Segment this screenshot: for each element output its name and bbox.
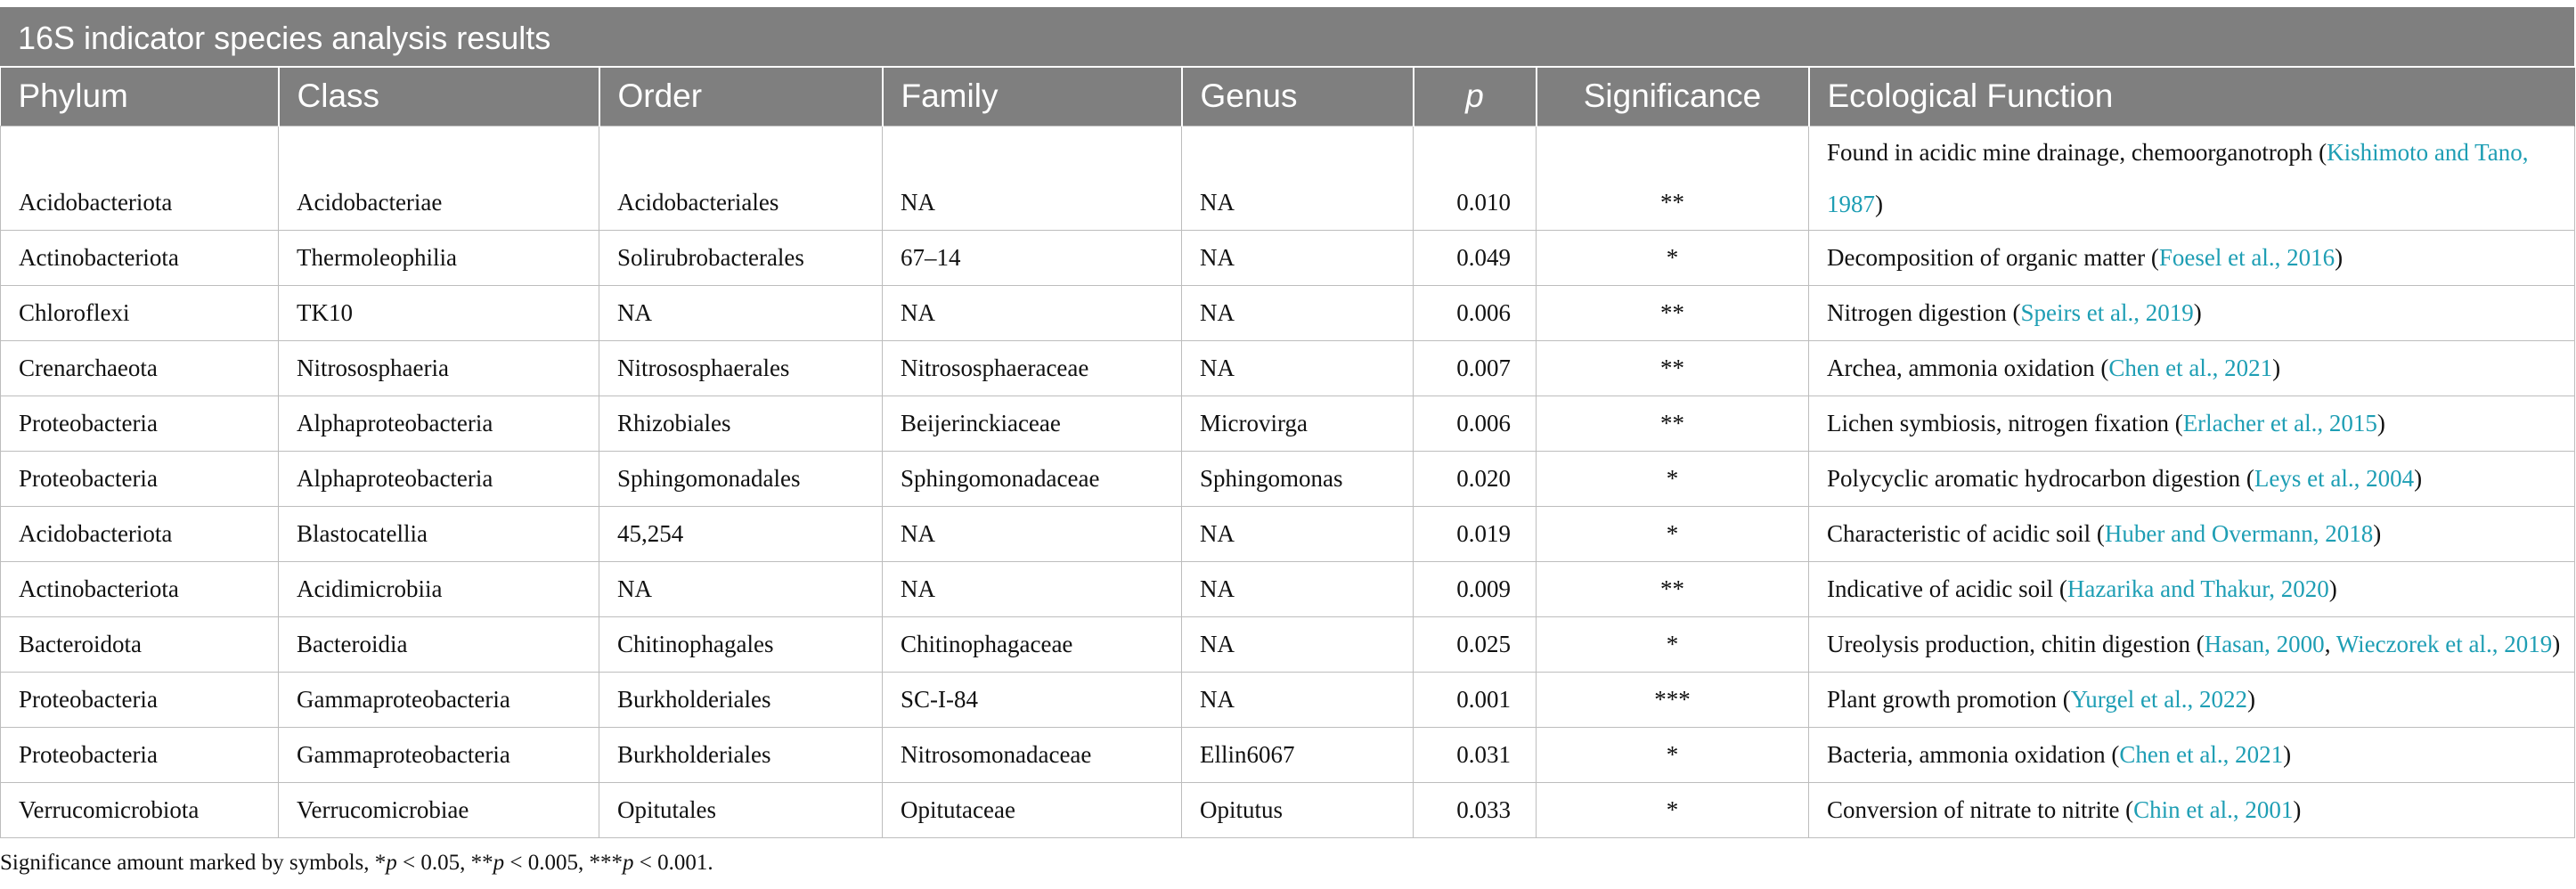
cell-significance: * [1537, 727, 1809, 782]
citation-link[interactable]: Hasan, 2000 [2204, 631, 2325, 657]
citation-link[interactable]: Foesel et al., 2016 [2158, 244, 2336, 271]
cell-order: Chitinophagales [599, 616, 883, 672]
citation-link[interactable]: Erlacher et al., 2015 [2182, 410, 2377, 436]
cell-family: Nitrosomonadaceae [883, 727, 1182, 782]
cell-genus: NA [1182, 506, 1414, 561]
cell-p-value: 0.006 [1414, 396, 1537, 451]
citation-link[interactable]: Yurgel et al., 2022 [2070, 686, 2247, 713]
header-p: p [1414, 67, 1537, 126]
cell-phylum: Proteobacteria [1, 396, 279, 451]
cell-phylum: Proteobacteria [1, 672, 279, 727]
cell-significance: ** [1537, 396, 1809, 451]
cell-ecological-function [1809, 451, 2575, 506]
cell-p-value: 0.033 [1414, 782, 1537, 837]
cell-genus: NA [1182, 126, 1414, 230]
cell-phylum: Chloroflexi [1, 285, 279, 340]
cell-ecological-function [1809, 506, 2575, 561]
cell-phylum: Acidobacteriota [1, 126, 279, 230]
cell-genus: NA [1182, 672, 1414, 727]
cell-phylum: Bacteroidota [1, 616, 279, 672]
cell-p-value: 0.009 [1414, 561, 1537, 616]
citation-separator: , [2324, 631, 2336, 657]
function-close-paren: ) [2272, 355, 2281, 381]
cell-order: Burkholderiales [599, 672, 883, 727]
cell-family: SC-I-84 [883, 672, 1182, 727]
footnote-p1: p [386, 850, 397, 875]
table-title: 16S indicator species analysis results [0, 7, 2574, 66]
cell-genus: NA [1182, 616, 1414, 672]
cell-significance: * [1537, 782, 1809, 837]
cell-family: Opitutaceae [883, 782, 1182, 837]
table-row [1, 506, 2575, 561]
cell-family: Nitrososphaeraceae [883, 340, 1182, 396]
cell-order: Opitutales [599, 782, 883, 837]
cell-genus: Ellin6067 [1182, 727, 1414, 782]
function-text: Characteristic of acidic soil ( [1827, 520, 2105, 547]
function-close-paren: ) [2376, 410, 2385, 436]
function-close-paren: ) [2373, 520, 2382, 547]
cell-significance: * [1537, 506, 1809, 561]
header-class: Class [279, 67, 599, 126]
function-text: Decomposition of organic matter ( [1827, 244, 2159, 271]
cell-genus: Sphingomonas [1182, 451, 1414, 506]
citation-link[interactable]: Chen et al., 2021 [2108, 355, 2273, 381]
cell-class: Gammaproteobacteria [279, 727, 599, 782]
cell-significance: ** [1537, 340, 1809, 396]
citation-link[interactable]: Kishimoto and Tano, 1987 [1827, 138, 2529, 217]
citation-link[interactable]: Speirs et al., 2019 [2020, 299, 2194, 326]
cell-significance: ** [1537, 561, 1809, 616]
table-container [0, 7, 2576, 876]
cell-significance: ** [1537, 285, 1809, 340]
function-text: Lichen symbiosis, nitrogen fixation ( [1827, 410, 2183, 436]
table-row [1, 126, 2575, 230]
function-text: Polycyclic aromatic hydrocarbon digestion ( [1827, 465, 2254, 492]
function-close-paren: ) [2193, 299, 2202, 326]
cell-p-value: 0.006 [1414, 285, 1537, 340]
cell-order: Solirubrobacterales [599, 230, 883, 285]
function-close-paren: ) [2246, 686, 2255, 713]
cell-phylum: Proteobacteria [1, 727, 279, 782]
table-row [1, 230, 2575, 285]
cell-phylum: Proteobacteria [1, 451, 279, 506]
cell-class: Acidimicrobiia [279, 561, 599, 616]
cell-order: Nitrososphaerales [599, 340, 883, 396]
cell-family: NA [883, 561, 1182, 616]
header-significance: Significance [1537, 67, 1809, 126]
function-text: Plant growth promotion ( [1827, 686, 2071, 713]
function-close-paren: ) [2283, 741, 2292, 768]
function-close-paren: ) [1875, 190, 1883, 217]
table-row [1, 727, 2575, 782]
cell-ecological-function [1809, 782, 2575, 837]
function-close-paren: ) [2335, 244, 2344, 271]
cell-ecological-function [1809, 285, 2575, 340]
cell-order: Burkholderiales [599, 727, 883, 782]
cell-significance: ** [1537, 126, 1809, 230]
cell-ecological-function [1809, 561, 2575, 616]
cell-family: 67–14 [883, 230, 1182, 285]
function-text: Indicative of acidic soil ( [1827, 575, 2067, 602]
cell-p-value: 0.025 [1414, 616, 1537, 672]
cell-order: 45,254 [599, 506, 883, 561]
cell-p-value: 0.031 [1414, 727, 1537, 782]
cell-ecological-function [1809, 396, 2575, 451]
cell-class: Acidobacteriae [279, 126, 599, 230]
header-order: Order [599, 67, 883, 126]
cell-phylum: Verrucomicrobiota [1, 782, 279, 837]
cell-family: NA [883, 126, 1182, 230]
cell-p-value: 0.007 [1414, 340, 1537, 396]
cell-phylum: Actinobacteriota [1, 230, 279, 285]
citation-link[interactable]: Huber and Overmann, 2018 [2104, 520, 2374, 547]
table-row [1, 396, 2575, 451]
footnote [0, 851, 2576, 876]
cell-significance: *** [1537, 672, 1809, 727]
header-family: Family [883, 67, 1182, 126]
function-text: Archea, ammonia oxidation ( [1827, 355, 2109, 381]
header-genus: Genus [1182, 67, 1414, 126]
function-close-paren: ) [2552, 631, 2561, 657]
function-close-paren: ) [2328, 575, 2337, 602]
function-close-paren: ) [2414, 465, 2423, 492]
cell-family: NA [883, 285, 1182, 340]
cell-ecological-function [1809, 126, 2575, 230]
table-row [1, 561, 2575, 616]
citation-link[interactable]: Wieczorek et al., 2019 [2336, 631, 2553, 657]
function-text: Ureolysis production, chitin digestion ( [1827, 631, 2205, 657]
cell-class: Blastocatellia [279, 506, 599, 561]
cell-p-value: 0.049 [1414, 230, 1537, 285]
header-ecological-function: Ecological Function [1809, 67, 2575, 126]
cell-order: Sphingomonadales [599, 451, 883, 506]
table-row [1, 340, 2575, 396]
footnote-text-b: < 0.05, ** [396, 850, 493, 875]
cell-genus: Microvirga [1182, 396, 1414, 451]
table-body [1, 126, 2575, 837]
cell-genus: NA [1182, 340, 1414, 396]
function-text: Found in acidic mine drainage, chemoorganotroph ( [1827, 138, 2327, 166]
cell-phylum: Acidobacteriota [1, 506, 279, 561]
header-phylum: Phylum [1, 67, 279, 126]
cell-class: Thermoleophilia [279, 230, 599, 285]
cell-class: Verrucomicrobiae [279, 782, 599, 837]
table-row [1, 616, 2575, 672]
footnote-p2: p [493, 850, 505, 875]
cell-phylum: Actinobacteriota [1, 561, 279, 616]
cell-p-value: 0.010 [1414, 126, 1537, 230]
table-row [1, 672, 2575, 727]
footnote-p3: p [622, 850, 634, 875]
cell-family: Chitinophagaceae [883, 616, 1182, 672]
cell-class: Bacteroidia [279, 616, 599, 672]
cell-family: Sphingomonadaceae [883, 451, 1182, 506]
cell-class: Alphaproteobacteria [279, 396, 599, 451]
citation-link[interactable]: Hazarika and Thakur, 2020 [2067, 575, 2329, 602]
table-row [1, 782, 2575, 837]
citation-link[interactable]: Chin et al., 2001 [2133, 796, 2294, 823]
cell-order: NA [599, 561, 883, 616]
cell-ecological-function [1809, 230, 2575, 285]
cell-genus: NA [1182, 230, 1414, 285]
cell-class: TK10 [279, 285, 599, 340]
function-text: Nitrogen digestion ( [1827, 299, 2021, 326]
footnote-text-c: < 0.005, *** [504, 850, 623, 875]
cell-genus: NA [1182, 285, 1414, 340]
function-text: Conversion of nitrate to nitrite ( [1827, 796, 2134, 823]
cell-significance: * [1537, 616, 1809, 672]
cell-class: Nitrososphaeria [279, 340, 599, 396]
cell-ecological-function [1809, 616, 2575, 672]
cell-genus: NA [1182, 561, 1414, 616]
cell-family: Beijerinckiaceae [883, 396, 1182, 451]
cell-phylum: Crenarchaeota [1, 340, 279, 396]
indicator-species-table [0, 66, 2575, 838]
cell-family: NA [883, 506, 1182, 561]
cell-ecological-function [1809, 340, 2575, 396]
citation-link[interactable]: Leys et al., 2004 [2254, 465, 2415, 492]
table-row [1, 285, 2575, 340]
cell-order: NA [599, 285, 883, 340]
cell-order: Acidobacteriales [599, 126, 883, 230]
cell-significance: * [1537, 451, 1809, 506]
cell-ecological-function [1809, 672, 2575, 727]
cell-p-value: 0.020 [1414, 451, 1537, 506]
cell-class: Alphaproteobacteria [279, 451, 599, 506]
function-text: Bacteria, ammonia oxidation ( [1827, 741, 2120, 768]
footnote-text-d: < 0.001. [633, 850, 713, 875]
citation-link[interactable]: Chen et al., 2021 [2119, 741, 2284, 768]
cell-order: Rhizobiales [599, 396, 883, 451]
cell-p-value: 0.019 [1414, 506, 1537, 561]
cell-ecological-function [1809, 727, 2575, 782]
cell-genus: Opitutus [1182, 782, 1414, 837]
header-row [1, 67, 2575, 126]
cell-p-value: 0.001 [1414, 672, 1537, 727]
cell-class: Gammaproteobacteria [279, 672, 599, 727]
table-row [1, 451, 2575, 506]
function-close-paren: ) [2293, 796, 2302, 823]
cell-significance: * [1537, 230, 1809, 285]
footnote-text-a: Significance amount marked by symbols, * [0, 850, 387, 875]
